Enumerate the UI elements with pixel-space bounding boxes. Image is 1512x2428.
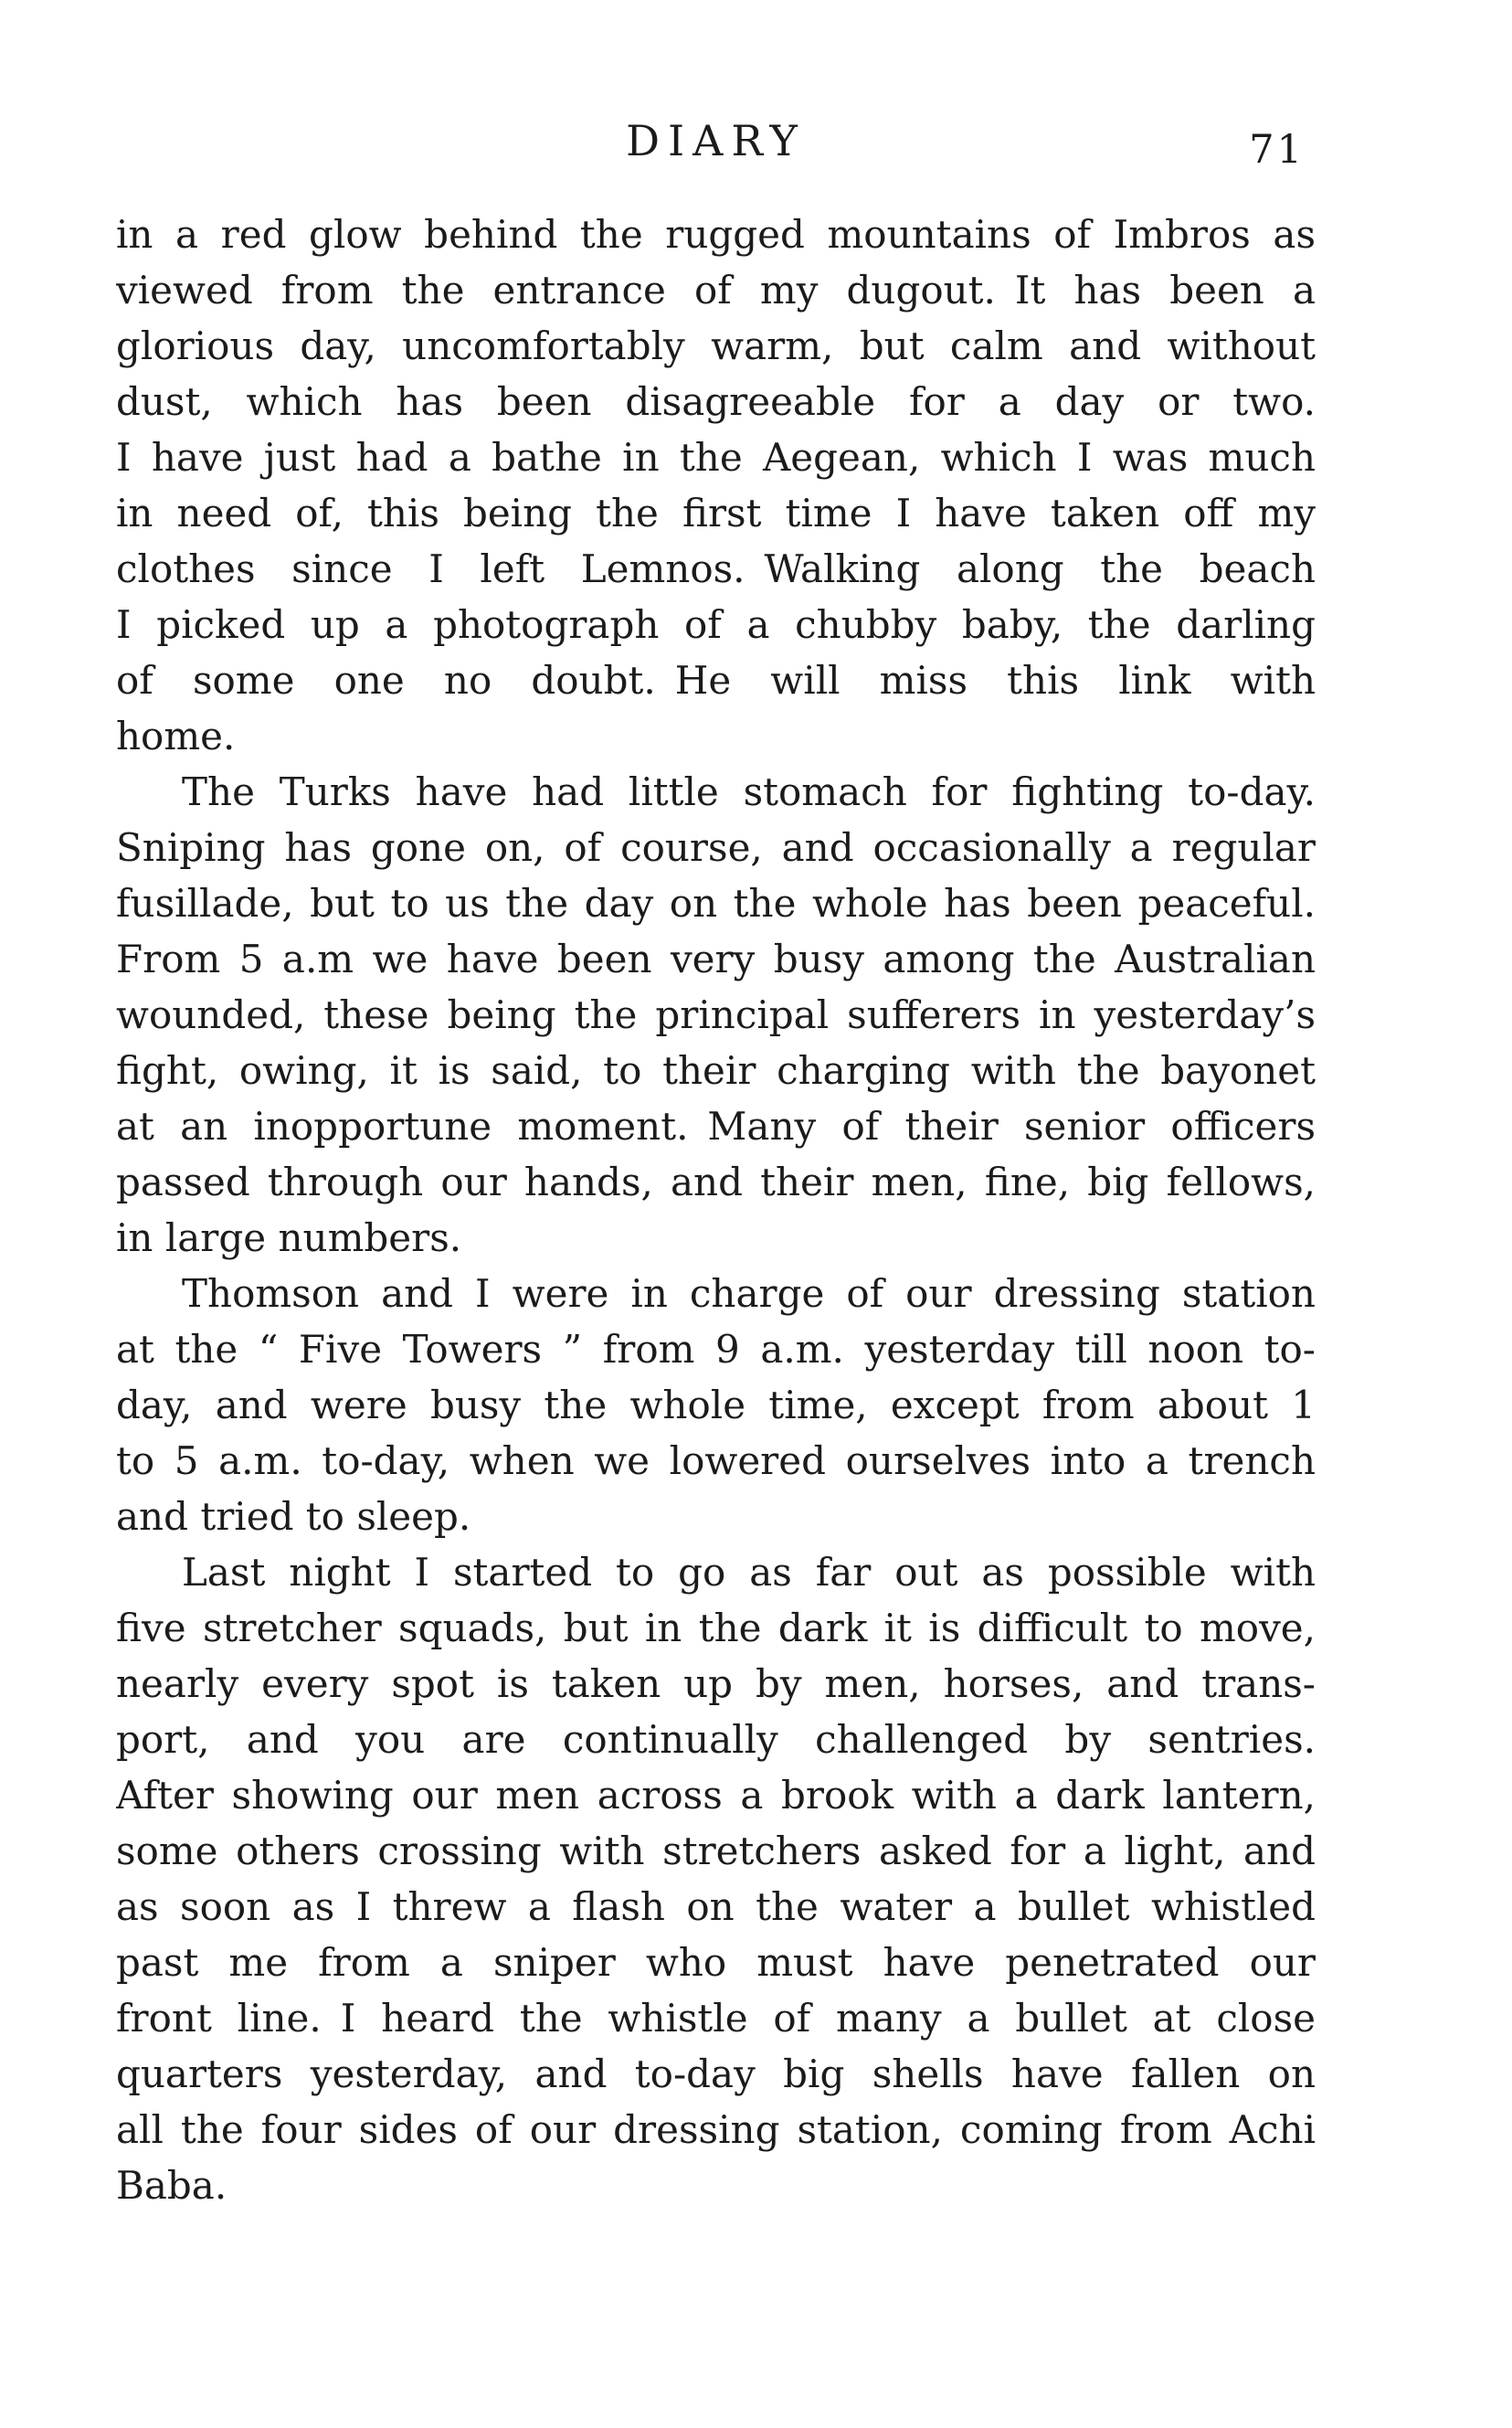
text-line: viewed from the entrance of my dugout. It has been a: [116, 268, 1316, 313]
text-line: nearly every spot is taken up by men, horses, and trans-: [116, 1661, 1316, 1706]
text-line: From 5 a.m we have been very busy among the Australian: [116, 937, 1316, 981]
text-line: in need of, this being the first time I have taken off my: [116, 491, 1316, 535]
page-body: [116, 207, 1316, 2213]
text-line: all the four sides of our dressing station, coming from Achi: [116, 2107, 1316, 2152]
page-title: DIARY: [626, 116, 806, 165]
text-line: I picked up a photograph of a chubby baby, the darling: [116, 602, 1316, 647]
text-line: quarters yesterday, and to-day big shells have fallen on: [116, 2052, 1316, 2096]
text-line: in large numbers.: [116, 1215, 462, 1260]
text-line: at the “ Five Towers ” from 9 a.m. yesterday till noon to-: [116, 1327, 1316, 1372]
text-line: The Turks have had little stomach for fighting to-day.: [182, 769, 1316, 814]
paragraph: [116, 764, 1316, 1266]
text-line: glorious day, uncomfortably warm, but calm and without: [116, 323, 1316, 368]
text-line: front line. I heard the whistle of many a bullet at close: [116, 1996, 1316, 2041]
text-line: Baba.: [116, 2163, 227, 2208]
text-line: and tried to sleep.: [116, 1494, 471, 1539]
text-line: After showing our men across a brook with a dark lantern,: [116, 1773, 1316, 1818]
text-line: in a red glow behind the rugged mountains of Imbros as: [116, 212, 1316, 257]
text-line: port, and you are continually challenged by sentries.: [116, 1717, 1316, 1762]
text-line: past me from a sniper who must have penetrated our: [116, 1940, 1316, 1985]
text-line: I have just had a bathe in the Aegean, which I was much: [116, 435, 1316, 480]
text-line: Last night I started to go as far out as possible with: [182, 1550, 1316, 1595]
text-line: fight, owing, it is said, to their charging with the bayonet: [116, 1048, 1316, 1093]
text-line: at an inopportune moment. Many of their senior officers: [116, 1104, 1316, 1149]
paragraph: [116, 1266, 1316, 1544]
page-number: 71: [1249, 127, 1305, 173]
text-line: Thomson and I were in charge of our dressing station: [182, 1271, 1316, 1316]
text-line: five stretcher squads, but in the dark it is difficult to move,: [116, 1606, 1316, 1650]
text-line: to 5 a.m. to-day, when we lowered ourselves into a trench: [116, 1438, 1316, 1483]
text-line: home.: [116, 714, 236, 758]
text-line: dust, which has been disagreeable for a day or two.: [116, 379, 1316, 424]
text-line: clothes since I left Lemnos. Walking along the beach: [116, 546, 1316, 591]
text-line: some others crossing with stretchers asked for a light, and: [116, 1829, 1316, 1873]
text-line: Sniping has gone on, of course, and occasionally a regular: [116, 825, 1316, 870]
paragraph: [116, 1544, 1316, 2213]
running-head: [116, 117, 1316, 177]
paragraph: [116, 207, 1316, 764]
text-line: as soon as I threw a flash on the water a bullet whistled: [116, 1884, 1316, 1929]
text-line: passed through our hands, and their men, fine, big fellows,: [116, 1160, 1316, 1204]
text-line: day, and were busy the whole time, except from about 1: [116, 1383, 1316, 1427]
text-line: fusillade, but to us the day on the whole has been peaceful.: [116, 881, 1316, 926]
text-line: wounded, these being the principal sufferers in yesterday’s: [116, 992, 1316, 1037]
text-line: of some one no doubt. He will miss this link with: [116, 658, 1316, 703]
